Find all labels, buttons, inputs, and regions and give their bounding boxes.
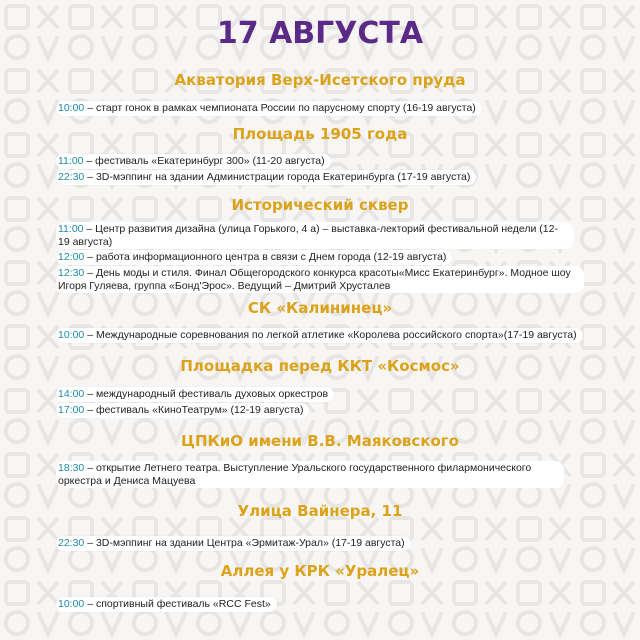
event-text: – открытие Летнего театра. Выступление Уральского государственного филармонического оркестра и Дениса Мацуева	[58, 462, 532, 487]
event-list	[56, 594, 610, 612]
event-text: – 3D-мэппинг на здании Администрации города Екатеринбурга (17-19 августа)	[84, 171, 471, 183]
event-text: – работа информационного центра в связи с Днем города (12-19 августа)	[84, 251, 447, 263]
event-text: – старт гонок в рамках чемпионата России по парусному спорту (16-19 августа)	[84, 102, 476, 114]
venue-title: Площадка перед ККТ «Космос»	[180, 357, 460, 375]
event-item	[56, 387, 334, 402]
venue-title: ЦПКиО имени В.В. Маяковского	[181, 432, 459, 450]
event-list	[56, 98, 610, 116]
venue-section	[0, 70, 640, 90]
event-text: – Центр развития дизайна (улица Горького, 4 а) – выставка-лекторий фестивальной недели (12-19 августа)	[58, 223, 558, 248]
venue-section	[0, 124, 640, 144]
event-time: 12:30	[58, 267, 85, 279]
event-time: 10:00	[58, 598, 85, 610]
event-item	[56, 101, 482, 116]
event-time: 22:30	[58, 171, 85, 183]
event-item	[56, 461, 564, 488]
event-list	[56, 533, 610, 551]
event-text: – международный фестиваль духовых оркестров	[84, 388, 329, 400]
event-list	[56, 222, 590, 293]
event-time: 11:00	[58, 155, 84, 167]
event-list	[56, 387, 610, 418]
event-time: 17:00	[58, 404, 85, 416]
venue-section	[0, 195, 640, 215]
event-item	[56, 250, 452, 265]
venue-title: Аллея у КРК «Уралец»	[220, 562, 420, 580]
event-list	[56, 461, 590, 488]
event-text: – фестиваль «Екатеринбург 300» (11-20 августа)	[83, 155, 325, 167]
venue-title: СК «Калининец»	[247, 299, 393, 317]
venue-section	[0, 431, 640, 451]
event-item	[56, 597, 277, 612]
event-time: 10:00	[58, 329, 85, 341]
event-text: – 3D-мэппинг на здании Центра «Эрмитаж-Урал» (17-19 августа)	[84, 537, 405, 549]
venue-section	[0, 501, 640, 521]
event-time: 18:30	[58, 462, 85, 474]
venue-title: Исторический сквер	[231, 196, 409, 214]
page-title: 17 АВГУСТА	[216, 16, 424, 51]
event-time: 22:30	[58, 537, 85, 549]
event-time: 10:00	[58, 102, 85, 114]
event-item	[56, 222, 574, 249]
event-list	[56, 154, 610, 185]
event-time: 14:00	[58, 388, 85, 400]
venue-section	[0, 356, 640, 376]
event-text: – День моды и стиля. Финал Общегородского конкурса красоты«Мисс Екатеринбург». Модное шоу Игоря Гуляева, группа «Бонд'Эрос». Ведущий – Дмитрий Хрусталев	[58, 267, 571, 292]
event-item	[56, 266, 584, 293]
venue-title: Площадь 1905 года	[232, 125, 408, 143]
event-time: 11:00	[58, 223, 84, 235]
event-item	[56, 170, 476, 185]
event-item	[56, 536, 411, 551]
event-item	[56, 403, 309, 418]
venue-section	[0, 298, 640, 318]
event-list	[56, 325, 620, 343]
venue-title: Улица Вайнера, 11	[237, 502, 403, 520]
event-text: – фестиваль «КиноТеатрум» (12-19 августа)	[84, 404, 304, 416]
event-text: – Международные соревнования по легкой атлетике «Королева российского спорта»(17-19 августа)	[84, 329, 577, 341]
venue-section	[0, 561, 640, 581]
event-text: – спортивный фестиваль «RCC Fest»	[84, 598, 271, 610]
event-item	[56, 154, 331, 169]
event-time: 12:00	[58, 251, 85, 263]
event-item	[56, 328, 583, 343]
venue-title: Акватория Верх-Исетского пруда	[174, 71, 466, 89]
